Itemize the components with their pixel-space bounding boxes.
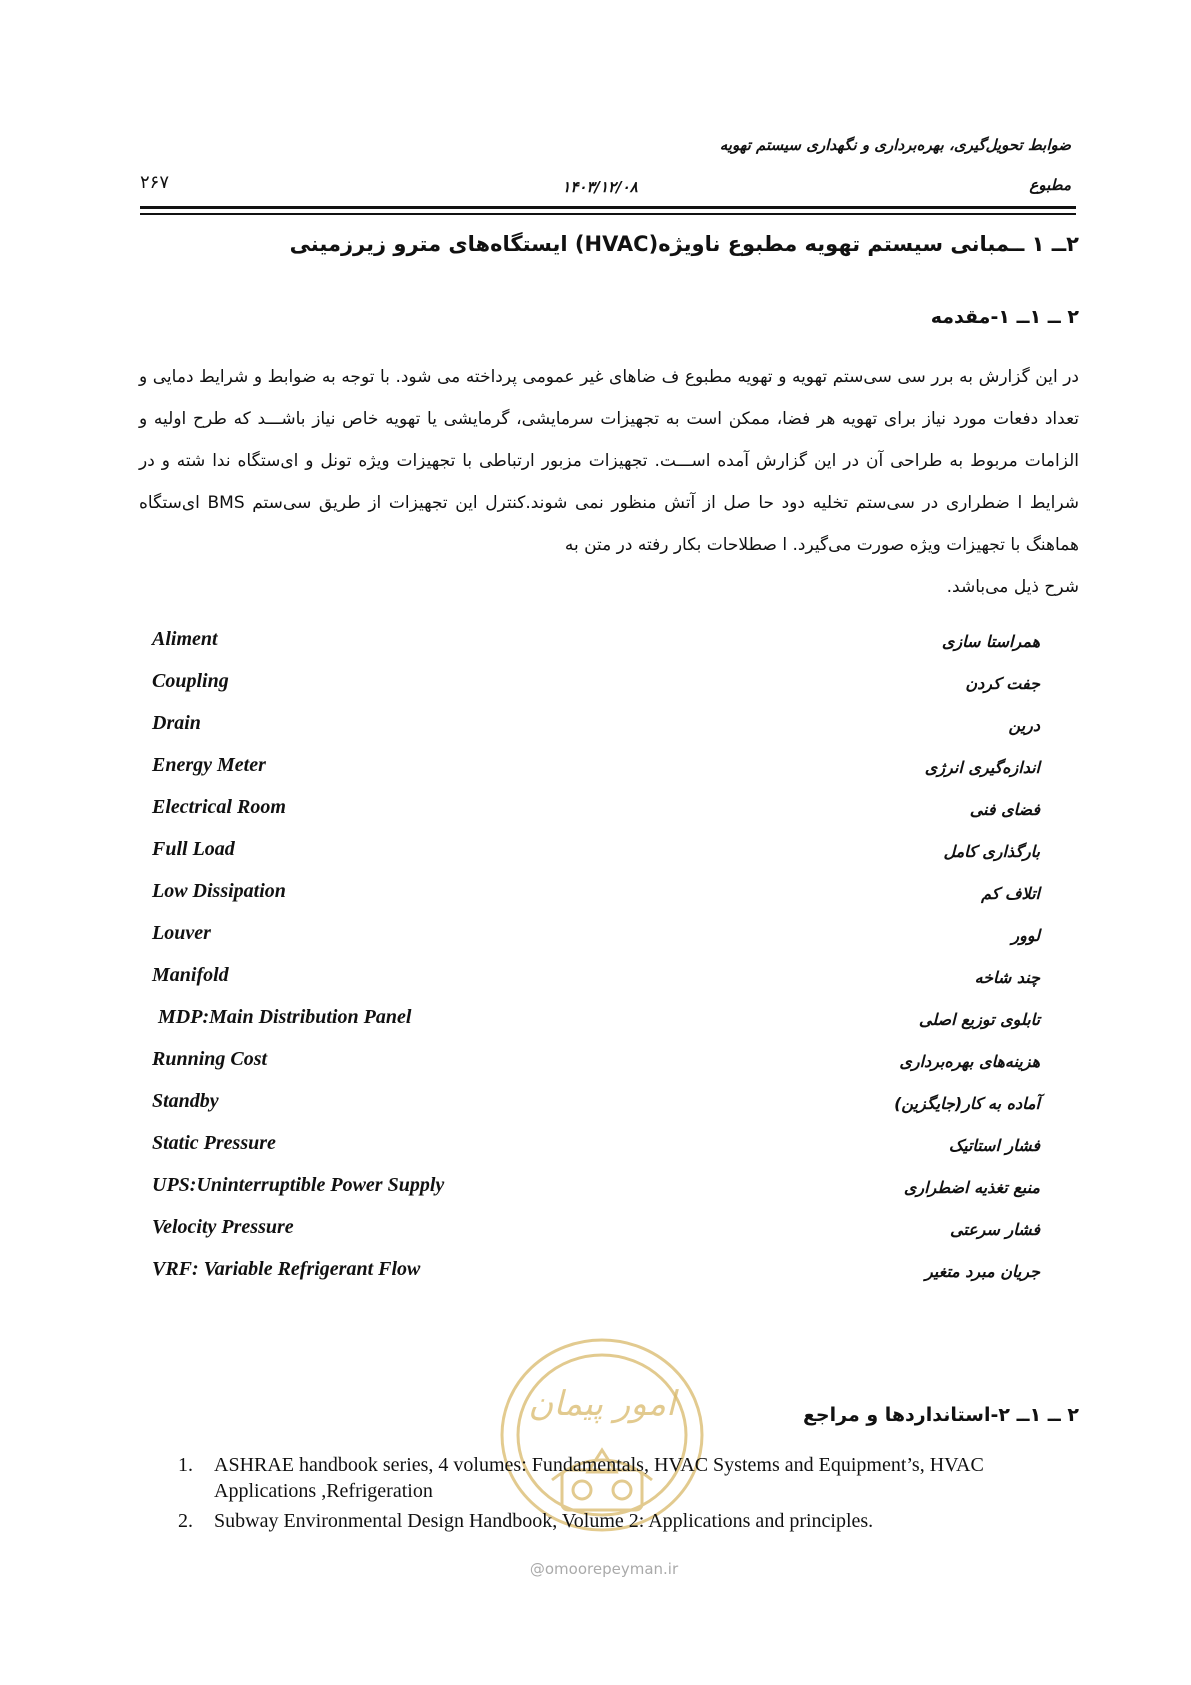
subsection-title: ۲ ــ ۱ــ ۱-مقدمه: [930, 306, 1079, 328]
glossary-row: [140, 1132, 1040, 1174]
references-list: [178, 1452, 1078, 1538]
header-rule-secondary: [140, 213, 1076, 215]
glossary-term-en: Energy Meter: [152, 754, 266, 776]
glossary-term-fa: درین: [1008, 716, 1040, 735]
glossary-row: [140, 1216, 1040, 1258]
glossary-term-en: VRF: Variable Refrigerant Flow: [152, 1258, 421, 1280]
header-subtitle: مطبوع: [1029, 176, 1071, 194]
glossary-term-fa: هزینه‌های بهره‌برداری: [899, 1052, 1040, 1071]
glossary-term-en: Manifold: [152, 964, 229, 986]
reference-number: 1.: [178, 1454, 193, 1476]
intro-paragraph-text: در این گزارش به برر سی سی‌ستم تهویه و تهویه مطبوع ف ضاهای غیر عمومی پرداخته می شود. با توجه به ضوابط و شرایط دمایی و تعداد دفعات مورد نیاز برای تهویه هر فضا، ممکن است به تجهیزات سرمایشی، گرمایشی یا تهویه خاص نیاز باشـــد که طرح اولیه و الزامات مربوط به طراحی آن در این گزارش آمده اســـت. تجهیزات مزبور ارتباطی با تجهیزات ویژه تونل و ای‌ستگاه ندا شته و در شرایط ا ضطراری در سی‌ستم تخلیه دود حا صل از آتش منظور نمی شوند.کنترل این تجهیزات از طریق سی‌ستم BMS ای‌ستگاه هماهنگ با تجهیزات ویژه صورت می‌گیرد. ا صطلاحات بکار رفته در متن به: [139, 367, 1079, 555]
glossary-term-en: UPS:Uninterruptible Power Supply: [152, 1174, 445, 1196]
glossary-row: [140, 1174, 1040, 1216]
glossary-term-fa: اتلاف کم: [981, 884, 1040, 903]
glossary-term-fa: همراستا سازی: [941, 632, 1040, 651]
glossary-row: [140, 712, 1040, 754]
glossary-term-en: Full Load: [152, 838, 235, 860]
intro-paragraph: [139, 356, 1079, 608]
glossary-term-en: MDP:Main Distribution Panel: [158, 1006, 412, 1028]
reference-item: [178, 1508, 1078, 1534]
reference-item: [178, 1452, 1078, 1504]
glossary-term-en: Standby: [152, 1090, 219, 1112]
glossary-term-fa: بارگذاری کامل: [943, 842, 1040, 861]
references-title: ۲ ــ ۱ــ ۲-استانداردها و مراجع: [802, 1404, 1079, 1426]
glossary-term-fa: جریان مبرد متغیر: [924, 1262, 1040, 1281]
glossary-term-en: Coupling: [152, 670, 229, 692]
section-title: ۲ــ ۱ ــمبانی سیستم تهویه مطبوع ناویژه(HVAC) ایستگاه‌های مترو زیرزمینی: [289, 232, 1079, 256]
reference-text: Subway Environmental Design Handbook, Volume 2: Applications and principles.: [214, 1510, 874, 1532]
glossary-term-fa: لوور: [1011, 926, 1040, 945]
glossary-term-en: Electrical Room: [152, 796, 286, 818]
glossary-row: [140, 1258, 1040, 1300]
glossary-term-fa: منبع تغذیه اضطراری: [903, 1178, 1040, 1197]
glossary-list: [140, 628, 1040, 1300]
glossary-row: [140, 838, 1040, 880]
glossary-term-en: Drain: [152, 712, 201, 734]
page-number: ۲۶۷: [140, 172, 170, 193]
reference-number: 2.: [178, 1510, 193, 1532]
glossary-term-fa: چند شاخه: [974, 968, 1040, 987]
glossary-row: [140, 670, 1040, 712]
glossary-term-fa: جفت کردن: [965, 674, 1040, 693]
glossary-row: [140, 754, 1040, 796]
glossary-term-fa: فشار سرعتی: [949, 1220, 1040, 1239]
glossary-term-fa: تابلوی توزیع اصلی: [918, 1010, 1040, 1029]
glossary-row: [140, 1090, 1040, 1132]
header-rule: [140, 206, 1076, 209]
glossary-row: [140, 1048, 1040, 1090]
glossary-term-fa: فشار استاتیک: [948, 1136, 1040, 1155]
header-title: ضوابط تحویل‌گیری، بهره‌برداری و نگهداری سیستم تهویه: [719, 136, 1071, 154]
glossary-term-en: Running Cost: [152, 1048, 268, 1070]
glossary-term-fa: آماده به کار(جایگزین): [894, 1094, 1040, 1113]
glossary-row: [140, 796, 1040, 838]
glossary-row: [140, 922, 1040, 964]
glossary-row: [140, 1006, 1040, 1048]
glossary-term-en: Louver: [152, 922, 211, 944]
glossary-term-en: Static Pressure: [152, 1132, 276, 1154]
glossary-row: [140, 880, 1040, 922]
glossary-term-fa: فضای فنی: [969, 800, 1040, 819]
glossary-term-en: Aliment: [152, 628, 218, 650]
header-date: ۱۴۰۳/۱۲/۰۸: [562, 178, 638, 196]
glossary-term-fa: اندازه‌گیری انرژی: [924, 758, 1040, 777]
watermark-url: @omoorepeyman.ir: [529, 1560, 679, 1578]
glossary-row: [140, 964, 1040, 1006]
reference-text: ASHRAE handbook series, 4 volumes: Fundamentals, HVAC Systems and Equipment’s, HVAC Applications ,Refrigeration: [214, 1454, 984, 1502]
glossary-term-en: Low Dissipation: [152, 880, 286, 902]
watermark-logo-text: امور پیمان: [528, 1384, 676, 1424]
intro-paragraph-last-line: شرح ذیل می‌باشد.: [946, 577, 1079, 597]
glossary-term-en: Velocity Pressure: [152, 1216, 294, 1238]
glossary-row: [140, 628, 1040, 670]
